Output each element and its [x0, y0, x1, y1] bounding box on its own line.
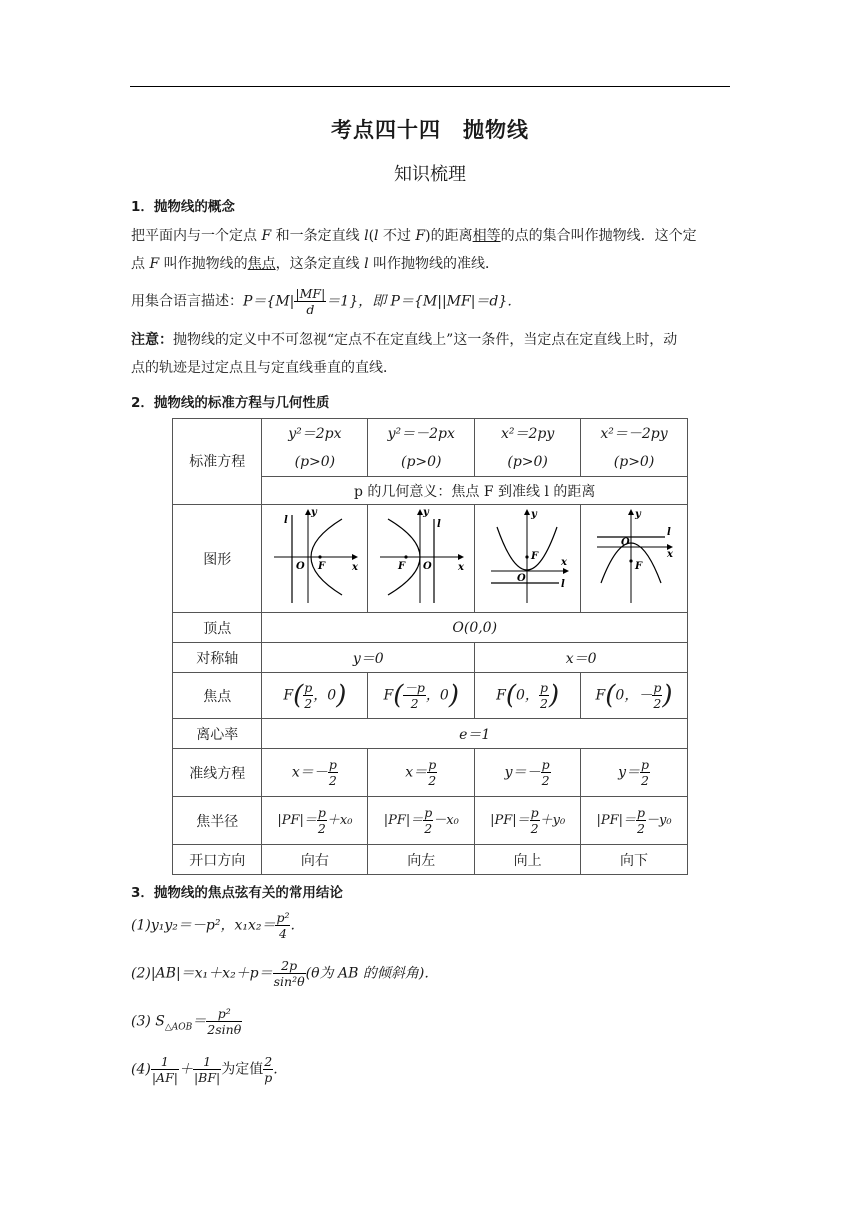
- graph-open-right: [262, 505, 368, 613]
- result-2: (2)|AB|＝x₁＋x₂＋p＝ $\frac{2p}{\text{sin²θ}}$ (θ为 AB 的倾斜角)．: [131, 958, 439, 989]
- equation-cell: y²＝－2px (p>0): [368, 419, 475, 477]
- note-label: 注意：: [131, 332, 173, 348]
- directrix-label: l: [560, 578, 565, 590]
- origin-label: O: [516, 572, 526, 584]
- table-row: [173, 673, 688, 719]
- directrix-label: l: [667, 526, 671, 538]
- table-row: [173, 749, 688, 797]
- note-paragraph: 注意：抛物线的定义中不可忽视“定点不在定直线上”这一条件，当定点在定直线上时，动 点的轨迹是过定点且与定直线垂直的直线．: [131, 332, 678, 376]
- axis-cell: y＝0: [262, 643, 475, 673]
- focal-radius-cell: |PF|＝ $\frac{p}{2}$ ＋y₀: [475, 797, 581, 845]
- focus-label: F: [398, 560, 406, 572]
- focus-cell: F(0， $\frac{p}{2}$ ): [475, 673, 581, 719]
- focus-cell: F( $\frac{p}{2}$ ，0): [262, 673, 368, 719]
- table-row: [173, 643, 688, 673]
- equation-cell: x²＝－2py (p>0): [581, 419, 688, 477]
- eccentricity-cell: e＝1: [262, 719, 688, 749]
- row-label-focus: 焦点: [173, 673, 262, 719]
- directrix-label: l: [437, 518, 442, 530]
- parabola-up-graph: [483, 507, 573, 607]
- row-label-standard-equation: 标准方程: [173, 419, 262, 505]
- table-row: [173, 613, 688, 643]
- directrix-cell: y＝－ $\frac{p}{2}$: [475, 749, 581, 797]
- table-row: [173, 719, 688, 749]
- focus-cell: F( $\frac{-p}{2}$ ，0): [368, 673, 475, 719]
- p-meaning-cell: p 的几何意义：焦点 F 到准线 l 的距离: [262, 477, 688, 505]
- result-3: (3) $S_{\triangle AOB}=$ $\frac{\text{p²}}{2\sin\theta}$: [131, 1006, 242, 1037]
- focal-radius-cell: |PF|＝ $\frac{p}{2}$ －y₀: [581, 797, 688, 845]
- result-1: (1)y₁y₂＝－p²，x₁x₂＝ $\frac{\text{p²}}{4}$ .: [131, 910, 295, 941]
- focus-label: F: [317, 560, 325, 572]
- row-label-directrix: 准线方程: [173, 749, 262, 797]
- graph-open-up: [475, 505, 581, 613]
- row-label-eccentricity: 离心率: [173, 719, 262, 749]
- underlined-equal: 相等: [472, 228, 501, 244]
- row-label-vertex: 顶点: [173, 613, 262, 643]
- graph-open-left: [368, 505, 475, 613]
- opening-cell: 向上: [475, 845, 581, 875]
- row-label-axis: 对称轴: [173, 643, 262, 673]
- vertex-cell: O(0,0): [262, 613, 688, 643]
- top-rule: [130, 86, 730, 87]
- focus-label: F: [530, 550, 538, 562]
- table-row: [173, 797, 688, 845]
- section-2-heading: 2．抛物线的标准方程与几何性质: [131, 395, 330, 411]
- row-label-focal-radius: 焦半径: [173, 797, 262, 845]
- y-axis-label: y: [423, 506, 430, 518]
- x-axis-label: x: [351, 561, 358, 573]
- parabola-right-graph: [270, 507, 360, 607]
- opening-cell: 向下: [581, 845, 688, 875]
- graph-open-down: [581, 505, 688, 613]
- x-axis-label: x: [560, 556, 567, 568]
- opening-cell: 向右: [262, 845, 368, 875]
- directrix-cell: x＝－ $\frac{p}{2}$: [262, 749, 368, 797]
- equation-cell: x²＝2py (p>0): [475, 419, 581, 477]
- row-label-graph: 图形: [173, 505, 262, 613]
- directrix-cell: x＝ $\frac{p}{2}$: [368, 749, 475, 797]
- underlined-focus: 焦点: [247, 256, 276, 272]
- origin-label: O: [621, 536, 630, 548]
- origin-label: O: [423, 560, 432, 572]
- origin-label: O: [295, 560, 305, 572]
- focus-cell: F(0，－ $\frac{p}{2}$ ): [581, 673, 688, 719]
- y-axis-label: y: [310, 506, 317, 518]
- section-1-heading: 1．抛物线的概念: [131, 199, 235, 215]
- page-title: 考点四十四 抛物线: [331, 118, 529, 142]
- table-row: [173, 505, 688, 613]
- parabola-left-graph: [376, 507, 466, 607]
- section-subtitle: 知识梳理: [394, 164, 466, 185]
- definition-paragraph: 把平面内与一个定点 F 和一条定直线 l(l 不过 F)的距离相等的点的集合叫作抛物线．这个定 点 F 叫作抛物线的焦点，这条定直线 l 叫作抛物线的准线．: [131, 228, 697, 272]
- y-axis-label: y: [635, 508, 641, 520]
- directrix-cell: y＝ $\frac{p}{2}$: [581, 749, 688, 797]
- parabola-properties-table: [172, 418, 688, 875]
- focal-radius-cell: |PF|＝ $\frac{p}{2}$ －x₀: [368, 797, 475, 845]
- y-axis-label: y: [530, 508, 537, 520]
- focal-radius-cell: |PF|＝ $\frac{p}{2}$ ＋x₀: [262, 797, 368, 845]
- set-description: 用集合语言描述：P＝{M| $\frac{|MF|}{d}$ ＝1}，即 P＝{M||MF|＝d}．: [131, 286, 522, 317]
- axis-cell: x＝0: [475, 643, 688, 673]
- result-4: (4) $\frac{1}{|AF|}$ ＋ $\frac{1}{|BF|}$ 为定值 $\frac{2}{p}$ .: [131, 1054, 278, 1085]
- table-row: [173, 845, 688, 875]
- table-row: [173, 419, 688, 477]
- focus-label: F: [635, 560, 643, 572]
- parabola-down-graph: [589, 507, 679, 607]
- equation-cell: y²＝2px (p>0): [262, 419, 368, 477]
- opening-cell: 向左: [368, 845, 475, 875]
- row-label-opening: 开口方向: [173, 845, 262, 875]
- x-axis-label: x: [667, 548, 673, 560]
- section-3-heading: 3．抛物线的焦点弦有关的常用结论: [131, 885, 343, 901]
- x-axis-label: x: [458, 561, 465, 573]
- directrix-label: l: [283, 514, 288, 526]
